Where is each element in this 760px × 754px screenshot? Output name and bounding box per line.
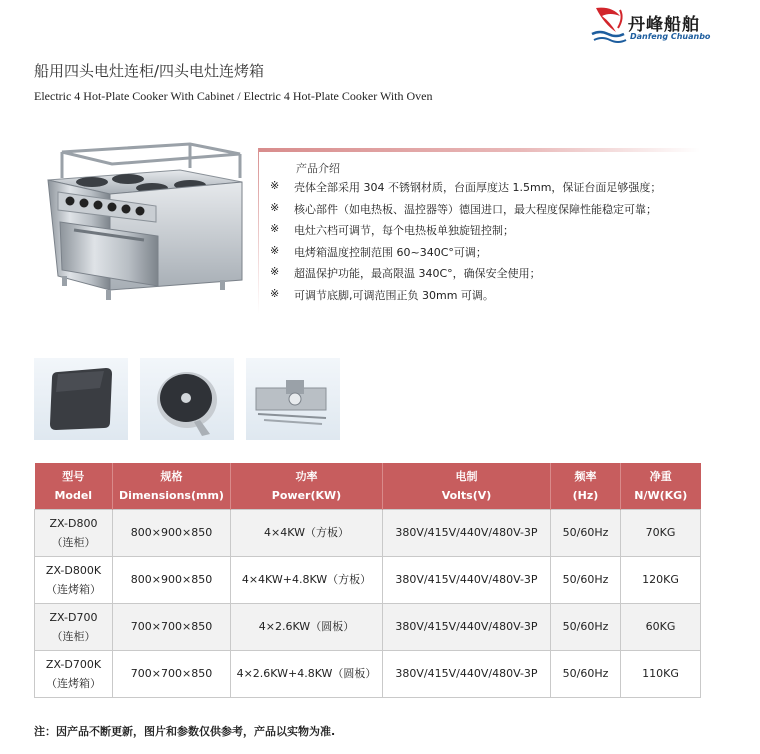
cell-weight: 120KG	[621, 556, 701, 603]
cell-volts: 380V/415V/440V/480V-3P	[383, 556, 551, 603]
table-row	[35, 556, 701, 603]
company-logo	[590, 4, 740, 48]
table-row	[35, 603, 701, 650]
cell-dimensions: 800×900×850	[113, 509, 231, 556]
feature-text: 电灶六档可调节，每个电热板单独旋钮控制；	[294, 224, 514, 237]
cell-model: ZX-D700 （连柜）	[35, 603, 113, 650]
cell-model: ZX-D800 （连柜）	[35, 509, 113, 556]
feature-item	[270, 244, 661, 266]
bullet-mark: ※	[270, 265, 280, 278]
bullet-mark: ※	[270, 243, 280, 257]
intro-top-border	[258, 148, 700, 152]
intro-heading: 产品介绍	[296, 162, 340, 175]
cell-power: 4×4KW（方板）	[231, 509, 383, 556]
cell-frequency: 50/60Hz	[551, 509, 621, 556]
cell-model: ZX-D700K （连烤箱）	[35, 650, 113, 697]
bullet-mark: ※	[270, 200, 280, 214]
cell-dimensions: 700×700×850	[113, 603, 231, 650]
cell-power: 4×4KW+4.8KW（方板）	[231, 556, 383, 603]
logo-emblem-icon	[590, 4, 630, 48]
logo-english-name: Danfeng Chuanbo	[630, 32, 711, 41]
cell-weight: 70KG	[621, 509, 701, 556]
spec-table	[34, 463, 701, 698]
feature-text: 核心部件（如电热板、温控器等）德国进口，最大程度保障性能稳定可靠；	[294, 202, 657, 216]
header-dimensions: 规格 Dimensions(mm)	[113, 463, 231, 509]
thermostat-icon	[246, 358, 340, 440]
feature-list	[270, 179, 661, 308]
cell-frequency: 50/60Hz	[551, 603, 621, 650]
cell-frequency: 50/60Hz	[551, 556, 621, 603]
cell-weight: 110KG	[621, 650, 701, 697]
header-weight: 净重 N/W(KG)	[621, 463, 701, 509]
square-hot-plate-icon	[34, 358, 128, 440]
product-intro-panel	[258, 148, 700, 314]
logo-chinese-name: 丹峰船舶	[628, 15, 700, 35]
bullet-mark: ※	[270, 286, 280, 300]
feature-item	[270, 265, 661, 287]
feature-item	[270, 179, 661, 201]
bullet-mark: ※	[270, 222, 280, 235]
header-volts: 电制 Volts(V)	[383, 463, 551, 509]
header-power: 功率 Power(KW)	[231, 463, 383, 509]
feature-text: 超温保护功能，最高限温 340C°，确保安全使用；	[294, 267, 541, 280]
bullet-mark: ※	[270, 179, 280, 192]
thermostat-thumbnail	[246, 358, 340, 440]
intro-left-border	[258, 148, 259, 314]
round-hot-plate-thumbnail	[140, 358, 234, 440]
cell-model: ZX-D800K （连烤箱）	[35, 556, 113, 603]
round-hot-plate-icon	[140, 358, 234, 440]
feature-item	[270, 222, 661, 244]
table-row	[35, 509, 701, 556]
table-header-row	[35, 463, 701, 509]
feature-text: 壳体全部采用 304 不锈钢材质，台面厚度达 1.5mm，保证台面足够强度；	[294, 181, 662, 194]
feature-item	[270, 287, 661, 309]
cell-dimensions: 700×700×850	[113, 650, 231, 697]
feature-text: 电烤箱温度控制范围 60~340C°可调；	[294, 245, 487, 259]
feature-item	[270, 201, 661, 223]
feature-text: 可调节底脚,可调范围正负 30mm 可调。	[294, 288, 494, 302]
square-hot-plate-thumbnail	[34, 358, 128, 440]
page-title-en: Electric 4 Hot-Plate Cooker With Cabinet / Electric 4 Hot-Plate Cooker With Oven	[34, 89, 433, 103]
cell-power: 4×2.6KW+4.8KW（圆板）	[231, 650, 383, 697]
table-row	[35, 650, 701, 697]
cell-power: 4×2.6KW（圆板）	[231, 603, 383, 650]
cell-frequency: 50/60Hz	[551, 650, 621, 697]
cooker-with-oven-image	[40, 130, 250, 310]
cell-volts: 380V/415V/440V/480V-3P	[383, 509, 551, 556]
cell-volts: 380V/415V/440V/480V-3P	[383, 650, 551, 697]
cell-weight: 60KG	[621, 603, 701, 650]
page-title-cn: 船用四头电灶连柜/四头电灶连烤箱	[34, 62, 265, 80]
header-model: 型号 Model	[35, 463, 113, 509]
cell-volts: 380V/415V/440V/480V-3P	[383, 603, 551, 650]
cell-dimensions: 800×900×850	[113, 556, 231, 603]
disclaimer-note: 注：因产品不断更新，图片和参数仅供参考，产品以实物为准.	[34, 725, 336, 738]
header-frequency: 频率 (Hz)	[551, 463, 621, 509]
